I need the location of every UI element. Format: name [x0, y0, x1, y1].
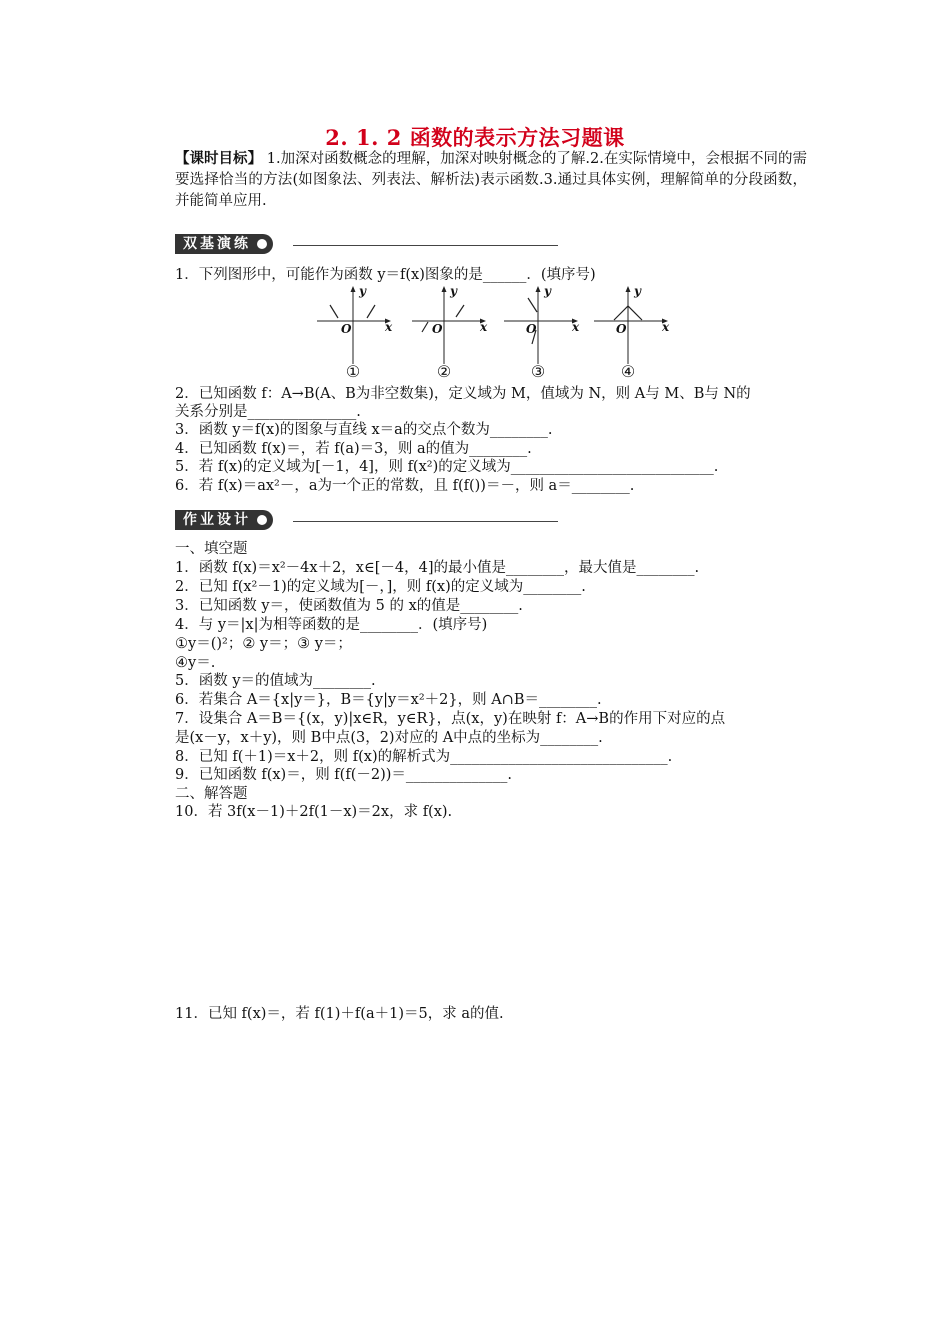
question-3: 3．函数 y＝f(x)的图象与直线 x＝a的交点个数为________.: [175, 422, 553, 438]
x-axis-label: x: [662, 320, 670, 334]
figure-graph-3: [502, 284, 582, 384]
y-axis-label: y: [544, 284, 551, 298]
y-axis-label: y: [634, 284, 641, 298]
origin-label: O: [526, 322, 537, 336]
bullet-dot-icon: [257, 239, 267, 249]
lesson-goal: [175, 148, 807, 212]
hw-question-6: 6．若集合 A＝{x|y＝}，B＝{y|y＝x²＋2}，则 A∩B＝________.: [175, 692, 602, 708]
question-2-cont: 关系分别是_______________.: [175, 404, 361, 420]
figure-number: ④: [620, 362, 636, 381]
figure-row: [310, 284, 680, 384]
hw-question-1: 1．函数 f(x)＝x²－4x＋2，x∈[－4，4]的最小值是________，最大值是________.: [175, 560, 700, 576]
figure-number: ③: [530, 362, 546, 381]
hw-question-8: 8．已知 f(＋1)＝x＋2，则 f(x)的解析式为______________________________.: [175, 749, 673, 765]
graph-3-svg: [502, 284, 582, 364]
question-1: 1．下列图形中，可能作为函数 y＝f(x)图象的是______．(填序号): [175, 267, 596, 283]
figure-number: ①: [345, 362, 361, 381]
figure-graph-1: [315, 284, 395, 384]
graph-1-svg: [315, 284, 395, 364]
x-axis-label: x: [480, 320, 488, 334]
hw-question-7-cont: 是(x－y，x＋y)，则 B中点(3，2)对应的 A中点的坐标为________.: [175, 730, 603, 746]
origin-label: O: [432, 322, 443, 336]
hw-question-11: 11．已知 f(x)＝，若 f(1)＋f(a＋1)＝5，求 a的值.: [175, 1006, 504, 1022]
figure-graph-4: [592, 284, 672, 384]
x-axis-label: x: [385, 320, 393, 334]
origin-label: O: [616, 322, 627, 336]
lesson-goal-tag: 【课时目标】: [175, 150, 263, 167]
figure-number: ②: [436, 362, 452, 381]
hw-question-7: 7．设集合 A＝B＝{(x，y)|x∈R，y∈R}，点(x，y)在映射 f：A→B的作用下对应的点: [175, 711, 726, 727]
y-axis-label: y: [359, 284, 366, 298]
graph-4-svg: [592, 284, 672, 364]
part-heading-fill: 一、填空题: [175, 541, 248, 557]
question-5: 5．若 f(x)的定义域为[－1，4]，则 f(x²)的定义域为____________________________.: [175, 459, 719, 475]
question-4: 4．已知函数 f(x)＝，若 f(a)＝3，则 a的值为________.: [175, 441, 532, 457]
section-rule: [293, 245, 558, 246]
hw-question-9: 9．已知函数 f(x)＝，则 f(f(－2))＝______________.: [175, 767, 512, 783]
page-title: 2. 1. 2 函数的表示方法习题课: [325, 125, 625, 150]
question-2: 2．已知函数 f：A→B(A、B为非空数集)，定义域为 M，值域为 N，则 A与 M、B与 N的: [175, 386, 751, 402]
lesson-goal-text: 1.加深对函数概念的理解，加深对映射概念的了解.2.在实际情境中，会根据不同的需要选择恰当的方法(如图象法、列表法、解析法)表示函数.3.通过具体实例，理解简单的分段函数，并能简单应用.: [175, 151, 808, 209]
hw-question-4: 4．与 y＝|x|为相等函数的是________．(填序号): [175, 617, 488, 633]
section-label: 作业设计: [183, 512, 251, 528]
section-header-basic: [175, 234, 560, 254]
section-badge: [175, 234, 273, 254]
hw-question-10: 10．若 3f(x－1)＋2f(1－x)＝2x，求 f(x).: [175, 804, 453, 820]
x-axis-label: x: [572, 320, 580, 334]
section-badge: [175, 510, 273, 530]
hw-question-4-options: ①y＝()²；② y＝；③ y＝；: [175, 636, 352, 652]
hw-question-3: 3．已知函数 y＝，使函数值为 5 的 x的值是________.: [175, 598, 523, 614]
bullet-dot-icon: [257, 515, 267, 525]
section-rule: [293, 521, 558, 522]
hw-question-2: 2．已知 f(x²－1)的定义域为[－，]，则 f(x)的定义域为________.: [175, 579, 586, 595]
origin-label: O: [341, 322, 352, 336]
part-heading-solve: 二、解答题: [175, 786, 248, 802]
y-axis-label: y: [450, 284, 457, 298]
section-header-homework: [175, 510, 560, 530]
figure-graph-2: [410, 284, 490, 384]
question-6: 6．若 f(x)＝ax²－，a为一个正的常数，且 f(f())＝－，则 a＝________.: [175, 478, 635, 494]
hw-question-5: 5．函数 y＝的值域为________.: [175, 673, 376, 689]
hw-question-4-option-4: ④y＝.: [175, 655, 216, 671]
section-label: 双基演练: [183, 236, 251, 252]
